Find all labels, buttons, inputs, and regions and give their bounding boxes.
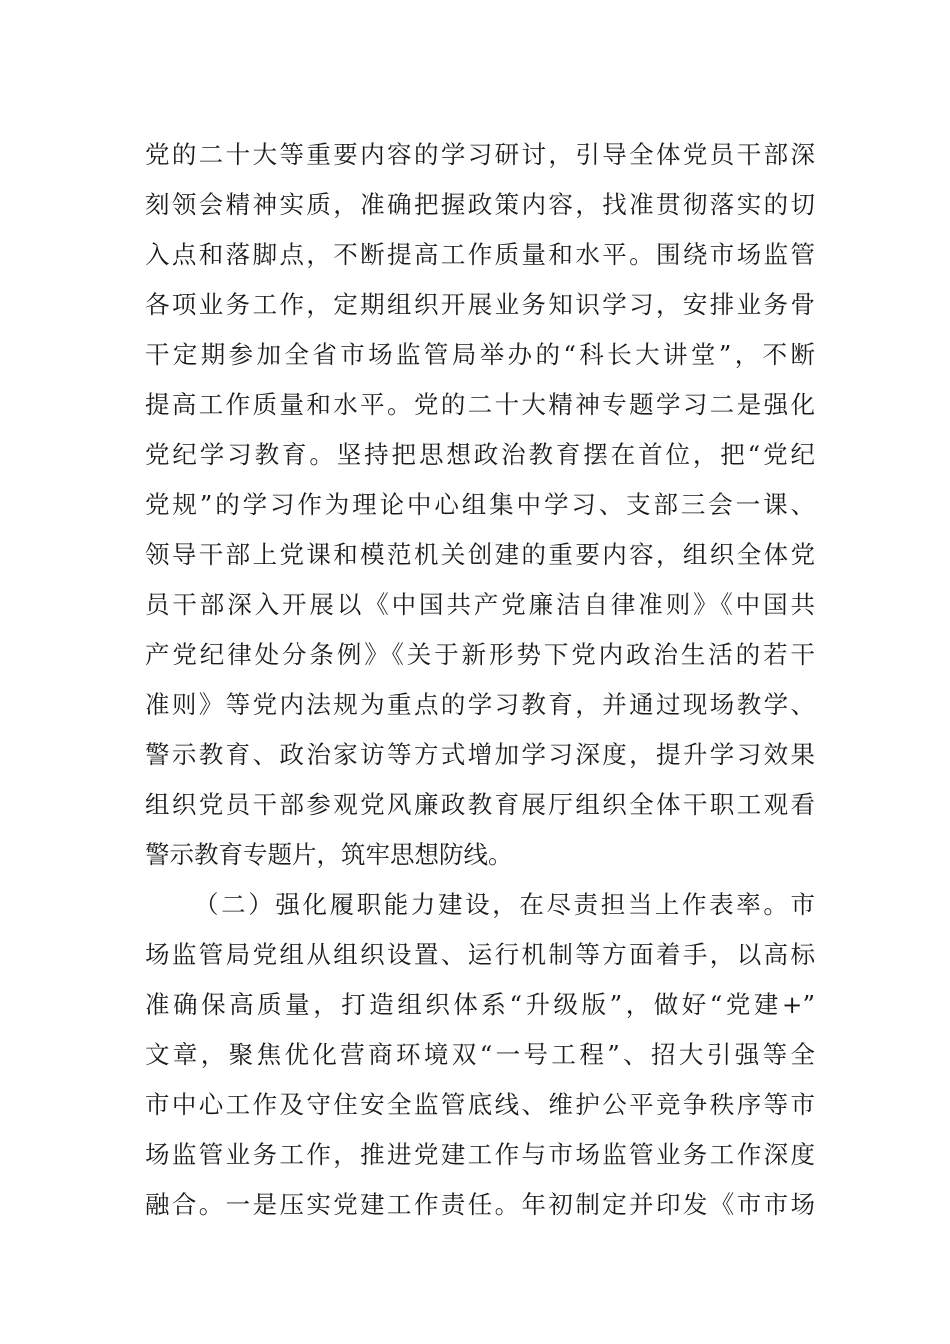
text-line-6: 提高工作质量和水平。党的二十大精神专题学习二是强化	[145, 390, 815, 419]
text-line-7: 党纪学习教育。坚持把思想政治教育摆在首位，把“党纪	[145, 440, 815, 469]
text-line-3: 入点和落脚点，不断提高工作质量和水平。围绕市场监管	[145, 240, 815, 269]
text-line-9: 领导干部上党课和模范机关创建的重要内容，组织全体党	[145, 540, 815, 569]
text-line-13: 警示教育、政治家访等方式增加学习深度，提升学习效果	[145, 740, 815, 769]
text-line-1: 党的二十大等重要内容的学习研讨，引导全体党员干部深	[145, 140, 815, 169]
text-line-14: 组织党员干部参观党风廉政教育展厅组织全体干职工观看	[145, 790, 815, 819]
text-line-11: 产党纪律处分条例》《关于新形势下党内政治生活的若干	[145, 640, 815, 669]
text-line-19: 文章，聚焦优化营商环境双“一号工程”、招大引强等全	[145, 1040, 815, 1069]
text-line-22: 融合。一是压实党建工作责任。年初制定并印发《市市场	[145, 1190, 815, 1219]
document-body	[145, 130, 815, 1230]
text-line-5: 干定期参加全省市场监管局举办的“科长大讲堂”，不断	[145, 340, 815, 369]
text-line-4: 各项业务工作，定期组织开展业务知识学习，安排业务骨	[145, 290, 815, 319]
text-line-2: 刻领会精神实质，准确把握政策内容，找准贯彻落实的切	[145, 190, 815, 219]
text-line-12: 准则》等党内法规为重点的学习教育，并通过现场教学、	[145, 690, 815, 719]
text-line-10: 员干部深入开展以《中国共产党廉洁自律准则》《中国共	[145, 590, 815, 619]
text-line-20: 市中心工作及守住安全监管底线、维护公平竞争秩序等市	[145, 1090, 815, 1119]
text-line-15: 警示教育专题片，筑牢思想防线。	[145, 840, 513, 869]
section-heading-line: （二）强化履职能力建设，在尽责担当上作表率。市	[194, 890, 815, 919]
text-line-8: 党规”的学习作为理论中心组集中学习、支部三会一课、	[145, 490, 815, 519]
text-line-21: 场监管业务工作，推进党建工作与市场监管业务工作深度	[145, 1140, 815, 1169]
text-line-17: 场监管局党组从组织设置、运行机制等方面着手，以高标	[145, 940, 815, 969]
text-line-18: 准确保高质量，打造组织体系“升级版”，做好“党建+”	[145, 990, 815, 1019]
